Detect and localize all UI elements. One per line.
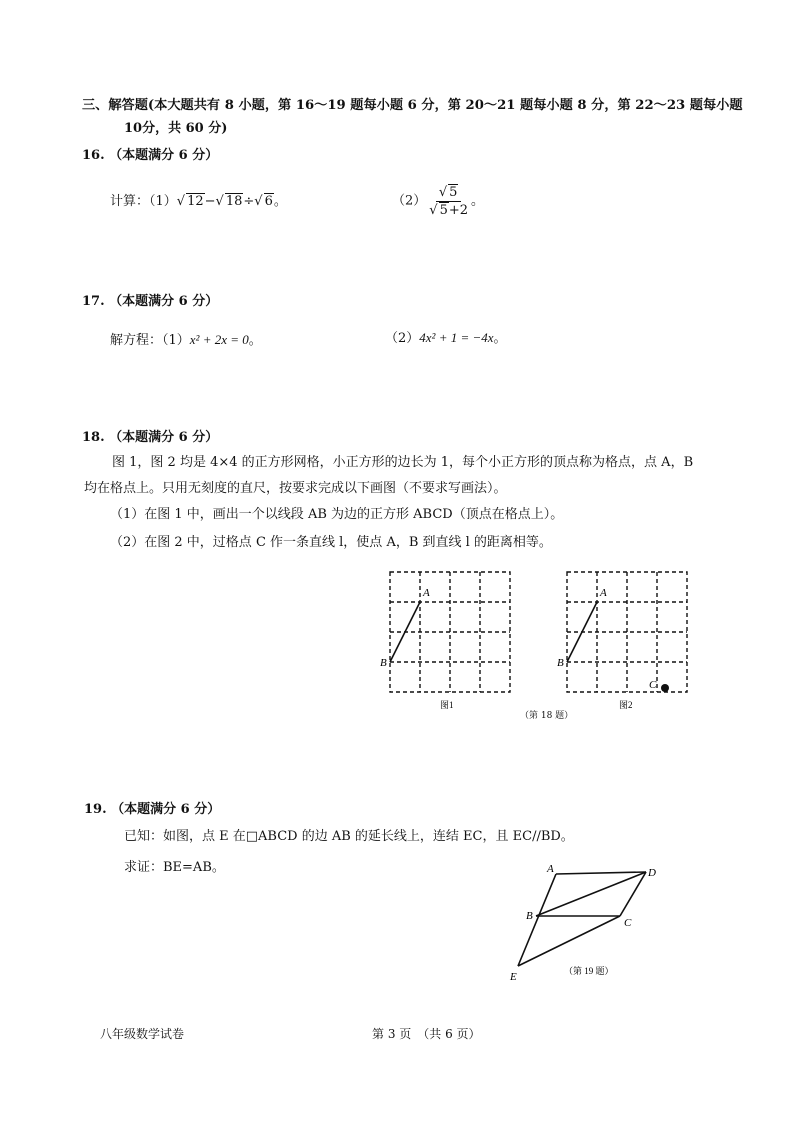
q16-op-divide: ÷ <box>243 194 255 209</box>
edge-dc <box>620 872 646 916</box>
q19-header: 19. （本题满分 6 分） <box>84 802 221 817</box>
q19-figure <box>500 858 670 988</box>
footer-title: 八年级数学试卷 <box>100 1027 185 1041</box>
q17-eq2: 4x² + 1 = −4x <box>419 330 494 345</box>
q18-line3: （1）在图 1 中，画出一个以线段 AB 为边的正方形 ABCD（顶点在格点上）。 <box>110 507 564 522</box>
q16-header: 16. （本题满分 6 分） <box>82 148 219 163</box>
q18-figure-1 <box>378 568 518 710</box>
segment-ab <box>390 602 420 662</box>
q18-line4: （2）在图 2 中，过格点 C 作一条直线 l，使点 A，B 到直线 l 的距离相等。 <box>110 535 552 550</box>
section-heading: 三、解答题(本大题共有 8 小题，第 16～19 题每小题 6 分，第 20～21 题每小题 8 分，第 22～23 题每小题 <box>82 98 743 113</box>
q16-den-radicand: 5 <box>439 203 448 218</box>
sqrt-sign-icon: √ <box>176 194 186 209</box>
q16-end: 。 <box>273 194 287 209</box>
footer-page-number: 第 3 页 （共 6 页） <box>372 1027 481 1041</box>
q16-end2: 。 <box>471 193 485 209</box>
label-b: B <box>526 910 533 922</box>
sqrt-sign-icon: √ <box>438 185 448 200</box>
q16-prefix: 计算：（1） <box>110 194 177 209</box>
q17-end2: 。 <box>493 331 507 346</box>
q16-part2 <box>392 184 484 219</box>
diagonal-bd <box>536 872 646 916</box>
q17-prefix: 解方程：（1） <box>110 333 190 348</box>
q16-part2-label: （2） <box>392 193 427 209</box>
q16-radicand-6: 6 <box>264 194 273 209</box>
sqrt-sign-icon: √ <box>215 194 224 209</box>
q18-figure-2 <box>555 568 715 710</box>
q19-line1: 已知：如图，点 E 在□ABCD 的边 AB 的延长线上，连结 EC，且 EC//BD。 <box>124 829 574 844</box>
q16-radicand-18: 18 <box>225 194 243 209</box>
q16-num-radicand: 5 <box>449 185 458 200</box>
fig2-caption: 图2 <box>619 700 633 710</box>
q16-den-rest: +2 <box>448 203 469 218</box>
q16-denominator <box>426 202 471 219</box>
sqrt-sign-icon: √ <box>254 194 263 209</box>
q16-radicand-12: 12 <box>187 194 204 209</box>
fig1-label-a: A <box>423 587 430 599</box>
q16-numerator <box>436 184 462 202</box>
q18-line1: 图 1，图 2 均是 4×4 的正方形网格，小正方形的边长为 1，每个小正方形的顶点称为格点，点 A，B <box>112 455 694 470</box>
q17-header: 17. （本题满分 6 分） <box>82 294 219 309</box>
segment-ab <box>567 602 597 662</box>
fig2-label-b: B <box>557 657 564 669</box>
section-heading-cont: 10分，共 60 分) <box>124 121 228 136</box>
q19-caption: （第 19 题） <box>564 966 614 976</box>
q16-fraction <box>426 184 471 219</box>
label-d: D <box>648 867 656 879</box>
q16-op-minus: − <box>204 194 216 209</box>
q17-part1 <box>110 332 262 349</box>
label-c: C <box>624 917 632 929</box>
edge-ae <box>518 874 556 966</box>
q17-part2-label: （2） <box>385 331 420 346</box>
q17-end: 。 <box>248 333 262 348</box>
fig2-label-a: A <box>600 587 607 599</box>
segment-ec <box>518 916 620 966</box>
q18-header: 18. （本题满分 6 分） <box>82 430 219 445</box>
fig1-label-b: B <box>380 657 387 669</box>
q17-eq1: x² + 2x = 0 <box>189 332 249 347</box>
q17-part2 <box>385 330 507 347</box>
label-e: E <box>510 971 517 983</box>
q16-part1 <box>110 193 287 210</box>
q18-line2: 均在格点上。只用无刻度的直尺，按要求完成以下画图（不要求写画法）。 <box>84 481 507 496</box>
q18-figure-caption: （第 18 题） <box>520 711 574 721</box>
fig2-label-c: C <box>649 679 657 691</box>
fig1-caption: 图1 <box>440 700 454 710</box>
q19-line2: 求证：BE=AB。 <box>124 860 225 875</box>
label-a: A <box>547 863 554 875</box>
edge-ad <box>556 872 646 874</box>
sqrt-sign-icon: √ <box>429 203 438 218</box>
point-c-dot <box>661 684 669 692</box>
